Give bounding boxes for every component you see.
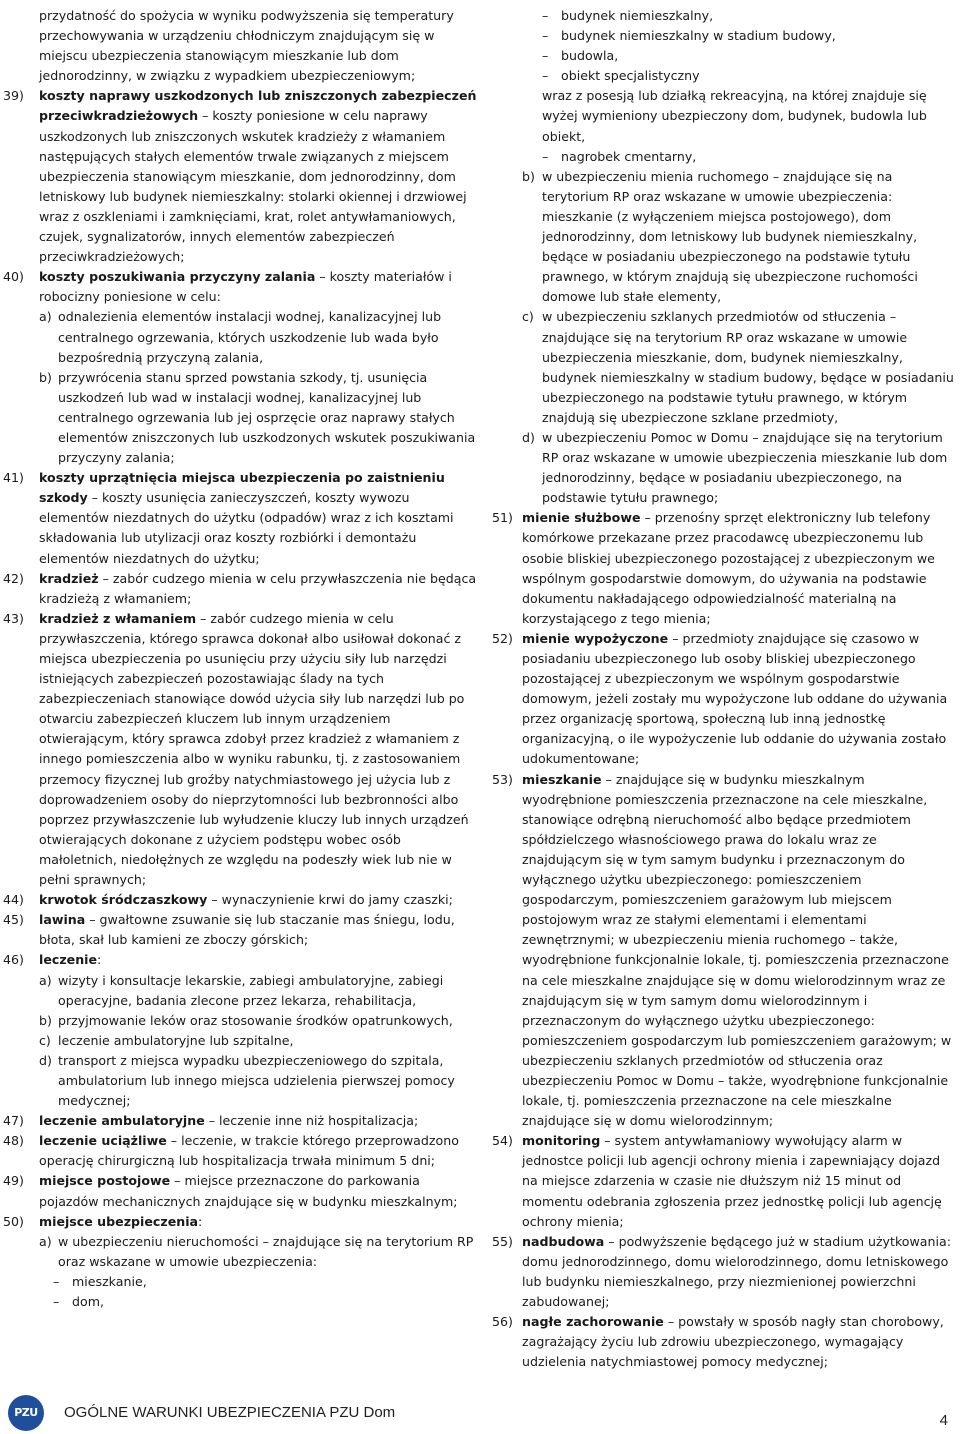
sub-text: leczenie ambulatoryjne lub szpitalne,	[58, 1032, 294, 1048]
term-label: koszty poszukiwania przyczyny zalania	[39, 269, 316, 285]
sub-text: transport z miejsca wypadku ubezpieczeniowego do szpitala, ambulatorium lub innego miejsca udzielenia pierwszej pomocy medycznej;	[58, 1052, 455, 1109]
item-number: 44)	[3, 892, 24, 908]
term-label: lawina	[39, 912, 86, 928]
term-label: leczenie	[39, 952, 98, 968]
term-text: :	[97, 952, 102, 968]
item-number: 56)	[492, 1314, 513, 1330]
definition-49	[3, 1171, 477, 1211]
term-label: monitoring	[522, 1133, 601, 1149]
term-label: leczenie uciążliwe	[39, 1133, 167, 1149]
sub-item	[3, 307, 477, 367]
item-number: 50)	[3, 1213, 24, 1229]
sub-label: c)	[522, 309, 534, 325]
dash-mark: –	[53, 1294, 60, 1309]
definition-45	[3, 910, 477, 950]
definition-46	[3, 950, 477, 970]
sub-text: w ubezpieczeniu Pomoc w Domu – znajdujące się na terytorium RP oraz wskazane w umowie ubezpieczenia mieszkanie lub dom jednorodzinny, będące w posiadaniu ubezpieczonego, na podstawie tytułu prawnego;	[542, 429, 948, 506]
sub-item	[492, 307, 954, 428]
item-number: 55)	[492, 1233, 513, 1249]
term-text: – wynaczynienie krwi do jamy czaszki;	[207, 892, 453, 908]
dash-text: budowla,	[561, 48, 619, 64]
item-number: 39)	[3, 88, 24, 104]
sub-label: b)	[39, 369, 52, 385]
item-number: 51)	[492, 510, 513, 526]
sub-label: d)	[39, 1052, 52, 1068]
term-label: mienie służbowe	[522, 510, 641, 526]
sub-item	[3, 1232, 477, 1272]
item-number: 47)	[3, 1113, 24, 1129]
term-text: – powstały w sposób nagły stan chorobowy, zagrażający życiu lub zdrowiu ubezpieczonego, wymagający udzielenia natychmiastowej pomocy medycznej;	[522, 1314, 944, 1370]
item-number: 42)	[3, 570, 24, 586]
dash-item	[3, 1292, 477, 1312]
term-text: – przenośny sprzęt elektroniczny lub telefony komórkowe przekazane przez pracodawcę ubezpieczonemu lub osobie bliskiej ubezpieczonego pozostającej z ubezpieczonym we wspólnym gospodarstwie domowym, do używania na podstawie dokumentu nakładającego odpowiedzialność materialną na korzystającego z tego mienia;	[522, 510, 935, 626]
definition-51	[492, 508, 954, 629]
term-text: – leczenie inne niż hospitalizacja;	[204, 1113, 419, 1129]
dash-item	[3, 1272, 477, 1292]
left-column	[3, 6, 477, 1312]
sub-label: b)	[522, 168, 535, 184]
dash-mark: –	[542, 8, 549, 23]
sub-item	[492, 428, 954, 508]
sub-item	[3, 971, 477, 1011]
term-text: – gwałtowne zsuwanie się lub staczanie mas śniegu, lodu, błota, skał lub kamieni ze zboczy górskich;	[39, 912, 455, 948]
dash-mark: –	[542, 68, 549, 84]
definition-41	[3, 468, 477, 568]
term-text: – koszty poniesione w celu naprawy uszkodzonych lub zniszczonych wskutek kradzieży z włamaniem następujących stałych elementów trwale związanych z miejscem ubezpieczenia stanowiącym mieszkanie, dom jednorodzinny, dom letniskowy lub budynek niemieszkalny: stolarki okiennej i drzwiowej wraz z oszkleniami i zamknięciami, krat, rolet antywłamaniowych, czujek, sygnalizatorów, innych elementów zabezpieczeń przeciwkradzieżowych;	[39, 108, 467, 265]
item-number: 41)	[3, 470, 24, 486]
item-number: 45)	[3, 912, 24, 928]
dash-item	[492, 6, 954, 26]
footer-title: OGÓLNE WARUNKI UBEZPIECZENIA PZU Dom	[64, 1404, 396, 1421]
item-number: 46)	[3, 952, 24, 968]
term-label: mieszkanie	[522, 771, 602, 787]
sub-text: przyjmowanie leków oraz stosowanie środków opatrunkowych,	[58, 1012, 453, 1028]
sub-label: d)	[522, 429, 535, 445]
term-label: leczenie ambulatoryjne	[39, 1113, 205, 1129]
definition-54	[492, 1131, 954, 1231]
term-label: koszty uprzątnięcia miejsca ubezpieczenia po zaistnieniu szkody	[39, 470, 445, 506]
sub-label: a)	[39, 1233, 52, 1249]
sub-item	[492, 167, 954, 308]
item-number: 53)	[492, 771, 513, 787]
item-number: 48)	[3, 1133, 24, 1149]
term-text: – leczenie, w trakcie którego przeprowadzono operację chirurgiczną lub hospitalizacja trwała minimum 5 dni;	[39, 1133, 459, 1169]
page-number: 4	[939, 1412, 948, 1429]
definition-52	[492, 629, 954, 770]
definition-50	[3, 1212, 477, 1232]
sub-text: odnalezienia elementów instalacji wodnej, kanalizacyjnej lub centralnego ogrzewania, których uszkodzenie lub wada było bezpośrednią przyczyną zalania,	[58, 309, 442, 365]
pzu-logo-icon	[8, 1395, 44, 1431]
definition-40	[3, 267, 477, 307]
term-text: – zabór cudzego mienia w celu przywłaszczenia nie będąca kradzieżą z włamaniem;	[39, 570, 477, 606]
term-text: – przedmioty znajdujące się czasowo w posiadaniu ubezpieczonego lub osoby bliskiej ubezpieczonego pozostającej z ubezpieczonym we wspólnym gospodarstwie domowym, jeżeli zostały mu wypożyczone lub oddane do używania przez organizację sportową, społeczną lub inną jednostkę organizacyjną, o ile wypożyczenie lub oddanie do używania zostało udokumentowane;	[522, 630, 948, 767]
intro-paragraph: przydatność do spożycia w wyniku podwyższenia się temperatury przechowywania w urządzeniu chłodniczym znajdującym się w miejscu ubezpieczenia stanowiącym mieszkanie lub dom jednorodzinny, w związku z wypadkiem ubezpieczeniowym;	[39, 8, 454, 84]
definition-55	[492, 1232, 954, 1312]
logo-text: PZU	[14, 1405, 38, 1419]
term-label: nagłe zachorowanie	[522, 1314, 664, 1330]
dash-continuation: wraz z posesją lub działką rekreacyjną, na której znajduje się wyżej wymieniony ubezpieczony dom, budynek, budowla lub obiekt,	[542, 88, 927, 144]
term-text: – podwyższenie będącego już w stadium użytkowania: domu jednorodzinnego, domu wielorodzinnego, domu letniskowego lub budynku niemieszkalnego, przy niezmienionej powierzchni zabudowanej;	[522, 1233, 951, 1309]
term-label: nadbudowa	[522, 1233, 605, 1249]
right-column	[492, 6, 954, 1372]
definition-48	[3, 1131, 477, 1171]
item-number: 40)	[3, 269, 24, 285]
dash-text: obiekt specjalistyczny	[561, 68, 700, 84]
term-label: krwotok śródczaszkowy	[39, 892, 208, 908]
item-number: 43)	[3, 610, 24, 626]
definition-53	[492, 770, 954, 1132]
term-text: – koszty usunięcia zanieczyszczeń, koszty wywozu elementów niezdatnych do użytku (odpadów) wraz z ich kosztami składowania lub utylizacji oraz koszty rozbiórki i demontażu elementów niezdatnych do użytku;	[39, 490, 454, 566]
dash-text: dom,	[72, 1294, 104, 1309]
definition-47	[3, 1111, 477, 1131]
dash-text: budynek niemieszkalny,	[561, 8, 714, 23]
sub-label: b)	[39, 1012, 52, 1028]
dash-item	[492, 26, 954, 46]
term-text: :	[198, 1213, 203, 1229]
term-text: – zabór cudzego mienia w celu przywłaszczenia, którego sprawca dokonał albo usiłował dokonać z miejsca ubezpieczenia po usunięciu przy użyciu siły lub narzędzi istniejących zabezpieczeń pozostawiając ślady na tych zabezpieczeniach stanowiące dowód użycia siły lub narzędzi lub po otwarciu zabezpieczeń kluczem lub innym urządzeniem otwierającym, który sprawca zdobył przez kradzież z włamaniem z innego pomieszczenia albo w wyniku rabunku, tj. z zastosowaniem przemocy fizycznej lub groźby natychmiastowego jej użycia lub z doprowadzeniem osoby do nieprzytomności lub bezbronności albo poprzez przywłaszczenie lub wyłudzenie kluczy lub innych urządzeń otwierających dokonane z użyciem podstępu wobec osób małoletnich, niedołężnych ze względu na podeszły wiek lub nie w pełni sprawnych;	[39, 610, 469, 888]
term-label: mienie wypożyczone	[522, 630, 669, 646]
definition-39	[3, 86, 477, 267]
sub-item	[3, 1031, 477, 1051]
dash-text: nagrobek cmentarny,	[561, 148, 697, 164]
sub-item	[3, 1051, 477, 1111]
sub-text: w ubezpieczeniu mienia ruchomego – znajdujące się na terytorium RP oraz wskazane w umowie ubezpieczenia: mieszkanie (z wyłączeniem miejsca postojowego), dom jednorodzinny, dom letniskowy lub budynek niemieszkalny, będące w posiadaniu ubezpieczonego na podstawie tytułu prawnego, w którym znajdują się ubezpieczone ruchomości domowe lub stałe elementy,	[542, 168, 918, 305]
sub-label: c)	[39, 1032, 51, 1048]
sub-item	[3, 1011, 477, 1031]
term-text: – miejsce przeznaczone do parkowania pojazdów mechanicznych znajdujące się w budynku mieszkalnym;	[39, 1173, 458, 1209]
definition-43	[3, 609, 477, 890]
definition-56	[492, 1312, 954, 1372]
term-text: – koszty materiałów i robocizny poniesione w celu:	[39, 269, 452, 305]
dash-mark: –	[542, 48, 549, 64]
item-number: 49)	[3, 1173, 24, 1189]
term-text: – znajdujące się w budynku mieszkalnym wyodrębnione pomieszczenia przeznaczone na cele mieszkalne, stanowiące odrębną nieruchomość albo będące przedmiotem spółdzielczego własnościowego prawa do lokalu wraz ze znajdującym się w tym samym budynku i przeznaczonym do wyłącznego użytku ubezpieczonego: pomieszczeniem gospodarczym, pomieszczeniem garażowym lub miejscem postojowym wraz ze stałymi elementami i elementami zewnętrznymi; w ubezpieczeniu mienia ruchomego – także, wyodrębnione funkcjonalnie lokale, tj. pomieszczenia przeznaczone na cele mieszkalne znajdujące się w domu wielorodzinnym wraz ze znajdującym się w tym samym domu wielorodzinnym i przeznaczonym do wyłącznego użytku ubezpieczonego: pomieszczeniem gospodarczym lub pomieszczeniem garażowym; w ubezpieczeniu szklanych przedmiotów od stłuczenia oraz ubezpieczeniu Pomoc w Domu – także, wyodrębnione funkcjonalnie lokale, tj. pomieszczenia przeznaczone na cele mieszkalne znajdujące się w domu wielorodzinnym;	[522, 771, 952, 1129]
dash-item	[492, 46, 954, 66]
dash-mark: –	[542, 148, 549, 164]
dash-text: mieszkanie,	[72, 1273, 147, 1289]
dash-item	[492, 147, 954, 167]
sub-text: przywrócenia stanu sprzed powstania szkody, tj. usunięcia uszkodzeń lub wad w instalacji wodnej, kanalizacyjnej lub centralnego ogrzewania lub jej osprzęcie oraz naprawy stałych elementów zniszczonych lub uszkodzonych wskutek poszukiwania przyczyny zalania;	[58, 369, 476, 466]
sub-label: a)	[39, 972, 52, 988]
term-label: koszty naprawy uszkodzonych lub zniszczonych zabezpieczeń przeciwkradzieżowych	[39, 88, 477, 124]
term-label: miejsce postojowe	[39, 1173, 171, 1189]
definition-44	[3, 890, 477, 910]
sub-label: a)	[39, 309, 52, 325]
term-label: kradzież z włamaniem	[39, 610, 197, 626]
sub-text: w ubezpieczeniu nieruchomości – znajdujące się na terytorium RP oraz wskazane w umowie ubezpieczenia:	[58, 1233, 474, 1269]
dash-item	[492, 66, 954, 86]
dash-mark: –	[53, 1273, 60, 1289]
sub-item	[3, 368, 477, 468]
dash-mark: –	[542, 28, 549, 44]
definition-42	[3, 569, 477, 609]
item-number: 54)	[492, 1133, 513, 1149]
dash-text: budynek niemieszkalny w stadium budowy,	[561, 28, 836, 44]
page-footer	[8, 1395, 954, 1431]
sub-text: w ubezpieczeniu szklanych przedmiotów od stłuczenia – znajdujące się na terytorium RP oraz wskazane w umowie ubezpieczenia mieszkanie, dom, budynek niemieszkalny, budynek niemieszkalny w stadium budowy, będące w posiadaniu ubezpieczonego na podstawie tytułu prawnego, w którym znajdują się ubezpieczone szklane przedmioty,	[542, 309, 954, 425]
term-text: – system antywłamaniowy wywołujący alarm w jednostce policji lub agencji ochrony mienia i zapewniający dojazd na miejsce zdarzenia w czasie nie dłuższym niż 15 minut od momentu odebrania zgłoszenia przez jednostkę policji lub agencję ochrony mienia;	[522, 1133, 942, 1229]
sub-text: wizyty i konsultacje lekarskie, zabiegi ambulatoryjne, zabiegi operacyjne, badania zlecone przez lekarza, rehabilitacja,	[58, 972, 444, 1008]
term-label: miejsce ubezpieczenia	[39, 1213, 199, 1229]
item-number: 52)	[492, 630, 513, 646]
term-label: kradzież	[39, 570, 99, 586]
